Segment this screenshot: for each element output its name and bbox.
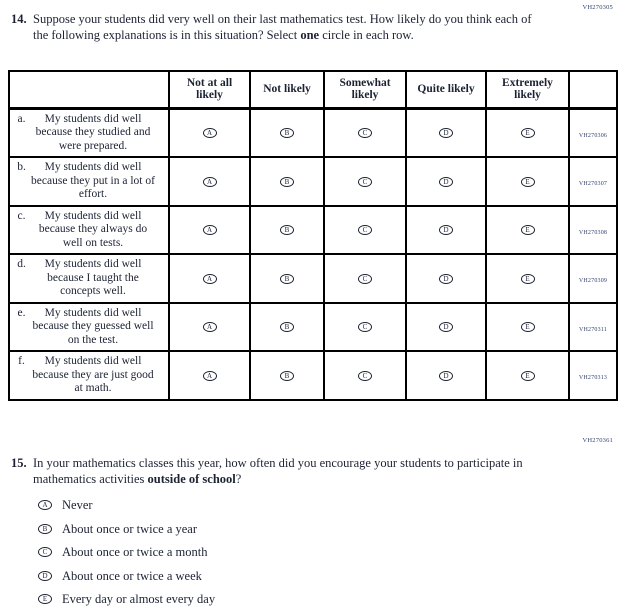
col-header-not-at-all-likely: Not at all likely: [169, 71, 250, 108]
row-e-statement: e. My students did well because they guessed well on the test.: [17, 306, 154, 346]
answer-circle-c[interactable]: C: [358, 371, 372, 381]
answer-circle-c[interactable]: C: [358, 322, 372, 332]
table-row-f: [9, 351, 617, 400]
option-label: About once or twice a week: [62, 568, 202, 583]
row-f-statement: f. My students did well because they are just good at math.: [18, 355, 154, 394]
answer-circle-b[interactable]: B: [280, 128, 294, 138]
answer-circle-c[interactable]: C: [38, 547, 52, 557]
answer-circle-b[interactable]: B: [280, 274, 294, 284]
row-c-statement: c. My students did well because they always do well on tests.: [17, 209, 148, 249]
answer-circle-c[interactable]: C: [358, 274, 372, 284]
answer-circle-a[interactable]: A: [203, 371, 217, 381]
item-code-q15: VH270361: [582, 437, 613, 444]
answer-circle-a[interactable]: A: [203, 322, 217, 332]
option-label: About once or twice a month: [62, 545, 208, 559]
col-header-code: [569, 71, 617, 108]
q15-option-never[interactable]: [38, 498, 215, 512]
q15-option-once-twice-year[interactable]: [38, 522, 215, 536]
q15-option-once-twice-month[interactable]: [38, 545, 215, 559]
answer-circle-c[interactable]: C: [358, 128, 372, 138]
answer-circle-b[interactable]: B: [280, 177, 294, 187]
col-header-not-likely: Not likely: [250, 71, 324, 108]
col-header-extremely-likely: Extremely likely: [486, 71, 569, 108]
answer-circle-d[interactable]: D: [439, 322, 453, 332]
q15-options-list: [38, 498, 215, 616]
option-label: About once or twice a year: [62, 521, 198, 536]
q15-option-every-day[interactable]: [38, 592, 215, 606]
answer-circle-a[interactable]: A: [203, 274, 217, 284]
row-a-statement: a. My students did well because they studied and were prepared.: [17, 112, 151, 152]
answer-circle-e[interactable]: E: [521, 274, 535, 284]
question-14-text: Suppose your students did very well on their last mathematics test. How likely do you think each of the following explanations is in this situation? Select one circle in each row.: [33, 12, 532, 42]
item-code-row-b: VH270307: [578, 181, 608, 188]
question-15-text: In your mathematics classes this year, how often did you encourage your students to participate in mathematics activities outside of school?: [33, 456, 523, 486]
table-header-row: [9, 71, 617, 108]
item-code-row-d: VH270309: [578, 278, 608, 285]
answer-circle-b[interactable]: B: [280, 371, 294, 381]
row-b-statement: b. My students did well because they put in a lot of effort.: [17, 161, 155, 200]
q14-response-table: [8, 70, 618, 401]
answer-circle-a[interactable]: A: [203, 225, 217, 235]
answer-circle-e[interactable]: E: [521, 177, 535, 187]
table-row-e: [9, 303, 617, 352]
answer-circle-c[interactable]: C: [358, 177, 372, 187]
answer-circle-e[interactable]: E: [521, 225, 535, 235]
answer-circle-d[interactable]: D: [439, 177, 453, 187]
question-15-number: 15.: [11, 456, 27, 470]
item-code-row-e: VH270311: [578, 326, 608, 333]
answer-circle-d[interactable]: D: [38, 571, 52, 581]
option-label: Every day or almost every day: [62, 592, 216, 606]
item-code-row-f: VH270313: [578, 375, 608, 382]
answer-circle-a[interactable]: A: [203, 177, 217, 187]
answer-circle-d[interactable]: D: [439, 128, 453, 138]
answer-circle-a[interactable]: A: [203, 128, 217, 138]
question-14-number: 14.: [11, 12, 27, 26]
answer-circle-e[interactable]: E: [38, 594, 52, 604]
answer-circle-b[interactable]: B: [38, 524, 52, 534]
item-code-row-c: VH270308: [578, 229, 608, 236]
answer-circle-b[interactable]: B: [280, 225, 294, 235]
table-row-b: [9, 157, 617, 206]
item-code-row-a: VH270306: [578, 132, 608, 139]
q15-option-once-twice-week[interactable]: [38, 569, 215, 583]
table-row-d: [9, 254, 617, 303]
answer-circle-d[interactable]: D: [439, 225, 453, 235]
question-15: [11, 455, 541, 487]
table-row-c: [9, 206, 617, 255]
option-label: Never: [62, 498, 93, 512]
row-d-statement: d. My students did well because I taught the concepts well.: [17, 258, 142, 297]
table-corner-cell: [9, 71, 169, 108]
col-header-quite-likely: Quite likely: [406, 71, 486, 108]
table-row-a: [9, 108, 617, 157]
answer-circle-e[interactable]: E: [521, 371, 535, 381]
col-header-somewhat-likely: Somewhat likely: [324, 71, 406, 108]
answer-circle-e[interactable]: E: [521, 128, 535, 138]
answer-circle-c[interactable]: C: [358, 225, 372, 235]
answer-circle-d[interactable]: D: [439, 371, 453, 381]
item-code-q14: VH270305: [582, 4, 613, 11]
answer-circle-b[interactable]: B: [280, 322, 294, 332]
question-14: [11, 11, 535, 43]
answer-circle-d[interactable]: D: [439, 274, 453, 284]
answer-circle-e[interactable]: E: [521, 322, 535, 332]
answer-circle-a[interactable]: A: [38, 500, 52, 510]
